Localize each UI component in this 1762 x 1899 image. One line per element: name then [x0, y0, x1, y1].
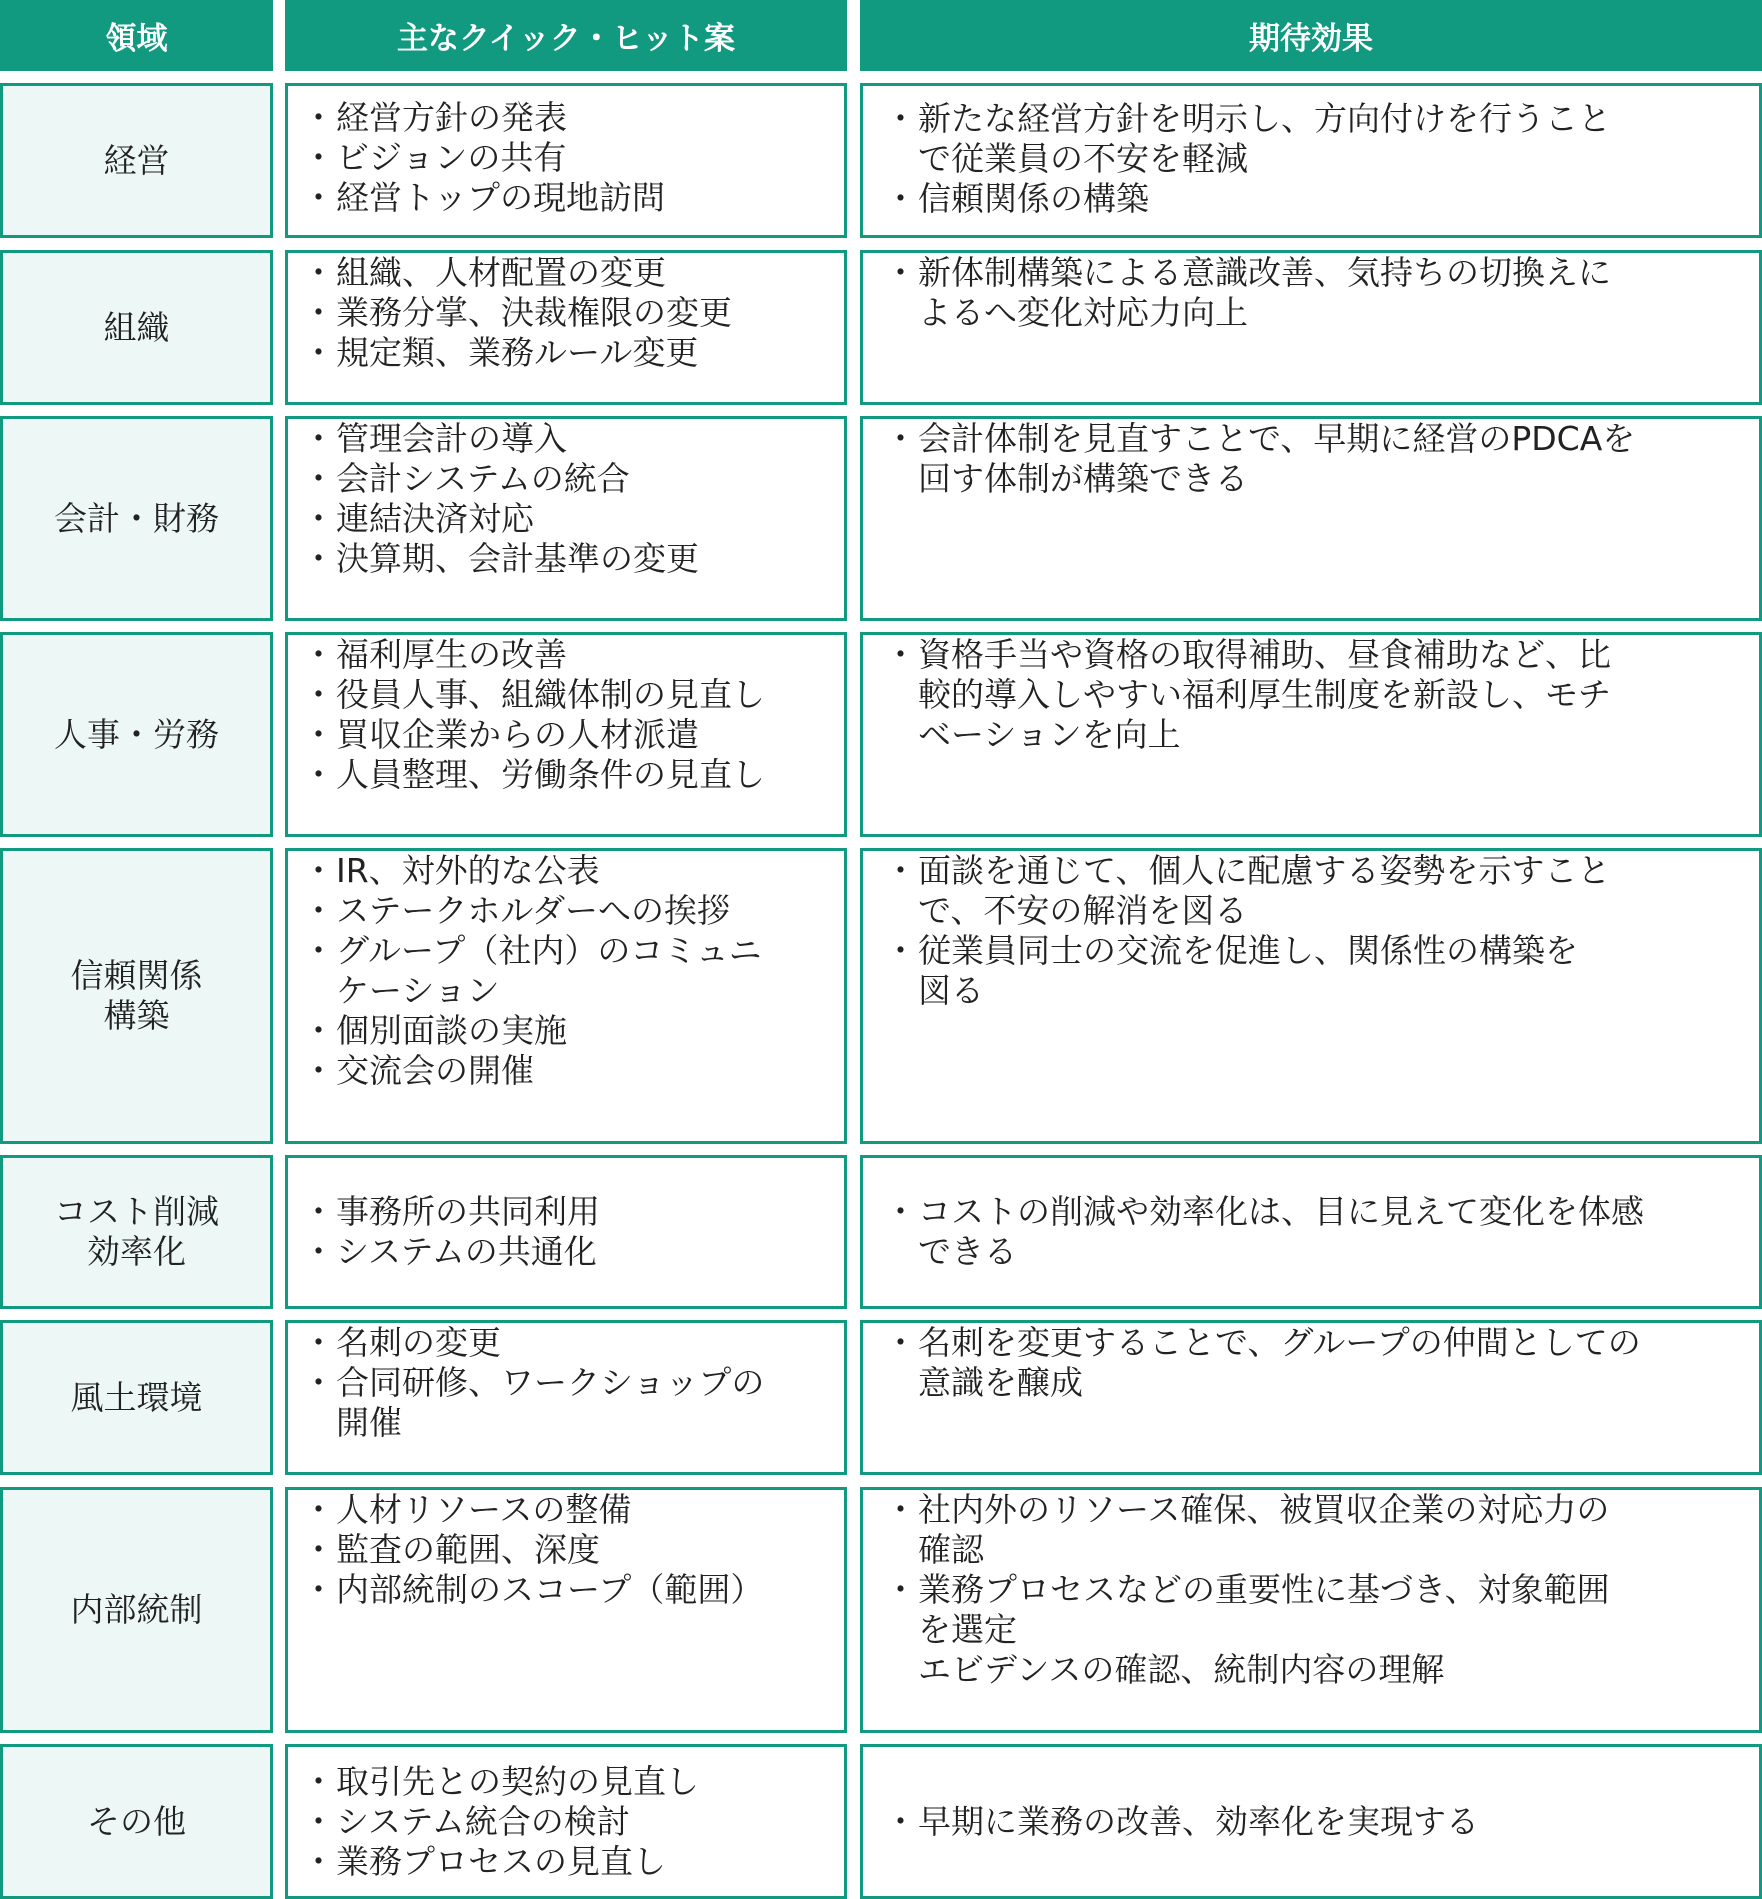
quickhits-list — [308, 1192, 600, 1272]
quickhit-item: ・ 業務プロセスの見直し — [308, 1842, 699, 1882]
effect-item: ・ 社内外のリソース確保、被買収企業の対応力の 確認 — [890, 1490, 1610, 1570]
quickhits-cell — [285, 1744, 847, 1899]
effects-list — [890, 1802, 1479, 1842]
effect-item: ・ 面談を通じて、個人に配慮する姿勢を示すこと で、不安の解消を図る — [890, 851, 1610, 931]
area-cell: 内部統制 — [0, 1487, 273, 1733]
quickhits-list — [308, 851, 762, 1091]
effect-item: ・ 資格手当や資格の取得補助、昼食補助など、比 較的導入しやすい福利厚生制度を新設し、モチ ベーションを向上 — [890, 635, 1611, 755]
quickhit-item: ・ 福利厚生の改善 — [308, 635, 765, 675]
effect-item: ・ 早期に業務の改善、効率化を実現する — [890, 1802, 1479, 1842]
quickhit-item: ・ 規定類、業務ルール変更 — [308, 333, 732, 373]
quickhits-cell — [285, 83, 847, 238]
header-effects: 期待効果 — [860, 0, 1762, 71]
effects-list — [890, 99, 1611, 219]
quickhit-item: ・ 取引先との契約の見直し — [308, 1762, 699, 1802]
quickhits-list — [308, 253, 732, 373]
effects-cell — [860, 1487, 1762, 1733]
effect-item: ・ 従業員同士の交流を促進し、関係性の構築を 図る — [890, 931, 1610, 1011]
quickhit-item: ・ 管理会計の導入 — [308, 419, 699, 459]
quickhits-cell — [285, 1155, 847, 1309]
effects-list — [890, 419, 1635, 499]
effects-cell — [860, 1320, 1762, 1475]
area-cell: 組織 — [0, 250, 273, 405]
effects-cell — [860, 416, 1762, 621]
quickhits-cell — [285, 416, 847, 621]
effects-cell — [860, 83, 1762, 238]
effect-item: ・ 新体制構築による意識改善、気持ちの切換えに よるへ変化対応力向上 — [890, 253, 1611, 333]
quickhits-cell — [285, 632, 847, 837]
quickhit-item: ・ 名刺の変更 — [308, 1323, 764, 1363]
effect-item: ・ 信頼関係の構築 — [890, 179, 1611, 219]
quickhit-item: ・ 業務分掌、決裁権限の変更 — [308, 293, 732, 333]
header-area: 領域 — [0, 0, 273, 71]
effects-cell — [860, 1155, 1762, 1309]
quickhit-item: ・ 内部統制のスコープ（範囲） — [308, 1570, 763, 1610]
quickhit-item: ・ 会計システムの統合 — [308, 459, 699, 499]
area-cell: 風土環境 — [0, 1320, 273, 1475]
quickhits-cell — [285, 250, 847, 405]
effect-item: ・ 会計体制を見直すことで、早期に経営のPDCAを 回す体制が構築できる — [890, 419, 1635, 499]
quickhit-item: ・ IR、対外的な公表 — [308, 851, 762, 891]
effect-item: ・ 名刺を変更することで、グループの仲間としての 意識を醸成 — [890, 1323, 1641, 1403]
effects-cell — [860, 250, 1762, 405]
quickhits-cell — [285, 848, 847, 1144]
effect-item: ・ 業務プロセスなどの重要性に基づき、対象範囲 を選定 エビデンスの確認、統制内容の理解 — [890, 1570, 1610, 1690]
quickhit-item: ・ システムの共通化 — [308, 1232, 600, 1272]
quickhits-list — [308, 635, 765, 795]
area-cell: その他 — [0, 1744, 273, 1899]
quickhit-item: ・ 経営トップの現地訪問 — [308, 178, 665, 218]
area-cell: コスト削減 効率化 — [0, 1155, 273, 1309]
quickhit-item: ・ 経営方針の発表 — [308, 98, 665, 138]
effects-cell — [860, 632, 1762, 837]
quickhit-item: ・ 人員整理、労働条件の見直し — [308, 755, 765, 795]
quickhit-item: ・ グループ（社内）のコミュニ ケーション — [308, 931, 762, 1011]
quickhits-list — [308, 419, 699, 579]
header-quickhits: 主なクイック・ヒット案 — [285, 0, 847, 71]
quickhits-cell — [285, 1320, 847, 1475]
quickhit-item: ・ 連結決済対応 — [308, 499, 699, 539]
effects-list — [890, 253, 1611, 333]
area-cell: 会計・財務 — [0, 416, 273, 621]
effects-cell — [860, 1744, 1762, 1899]
effects-list — [890, 1192, 1644, 1272]
quickhit-item: ・ 監査の範囲、深度 — [308, 1530, 763, 1570]
effects-list — [890, 635, 1611, 755]
effects-cell — [860, 848, 1762, 1144]
quickhits-list — [308, 1323, 764, 1443]
quickhit-item: ・ 個別面談の実施 — [308, 1011, 762, 1051]
quickhit-item: ・ 買収企業からの人材派遣 — [308, 715, 765, 755]
quickhits-cell — [285, 1487, 847, 1733]
effects-list — [890, 1323, 1641, 1403]
effects-list — [890, 851, 1610, 1011]
quickhit-item: ・ 役員人事、組織体制の見直し — [308, 675, 765, 715]
quickhit-item: ・ ビジョンの共有 — [308, 138, 665, 178]
area-cell: 信頼関係 構築 — [0, 848, 273, 1144]
quickhit-item: ・ 交流会の開催 — [308, 1051, 762, 1091]
quickhit-item: ・ 人材リソースの整備 — [308, 1490, 763, 1530]
effect-item: ・ コストの削減や効率化は、目に見えて変化を体感 できる — [890, 1192, 1644, 1272]
quickhit-item: ・ 事務所の共同利用 — [308, 1192, 600, 1232]
quickhits-list — [308, 98, 665, 218]
effects-list — [890, 1490, 1610, 1690]
area-cell: 人事・労務 — [0, 632, 273, 837]
quickhit-item: ・ ステークホルダーへの挨拶 — [308, 891, 762, 931]
quickhit-item: ・ システム統合の検討 — [308, 1802, 699, 1842]
quickhit-item: ・ 合同研修、ワークショップの 開催 — [308, 1363, 764, 1443]
quickhit-item: ・ 決算期、会計基準の変更 — [308, 539, 699, 579]
effect-item: ・ 新たな経営方針を明示し、方向付けを行うこと で従業員の不安を軽減 — [890, 99, 1611, 179]
quickhits-list — [308, 1762, 699, 1882]
area-cell: 経営 — [0, 83, 273, 238]
quickhits-list — [308, 1490, 763, 1610]
quickhit-item: ・ 組織、人材配置の変更 — [308, 253, 732, 293]
